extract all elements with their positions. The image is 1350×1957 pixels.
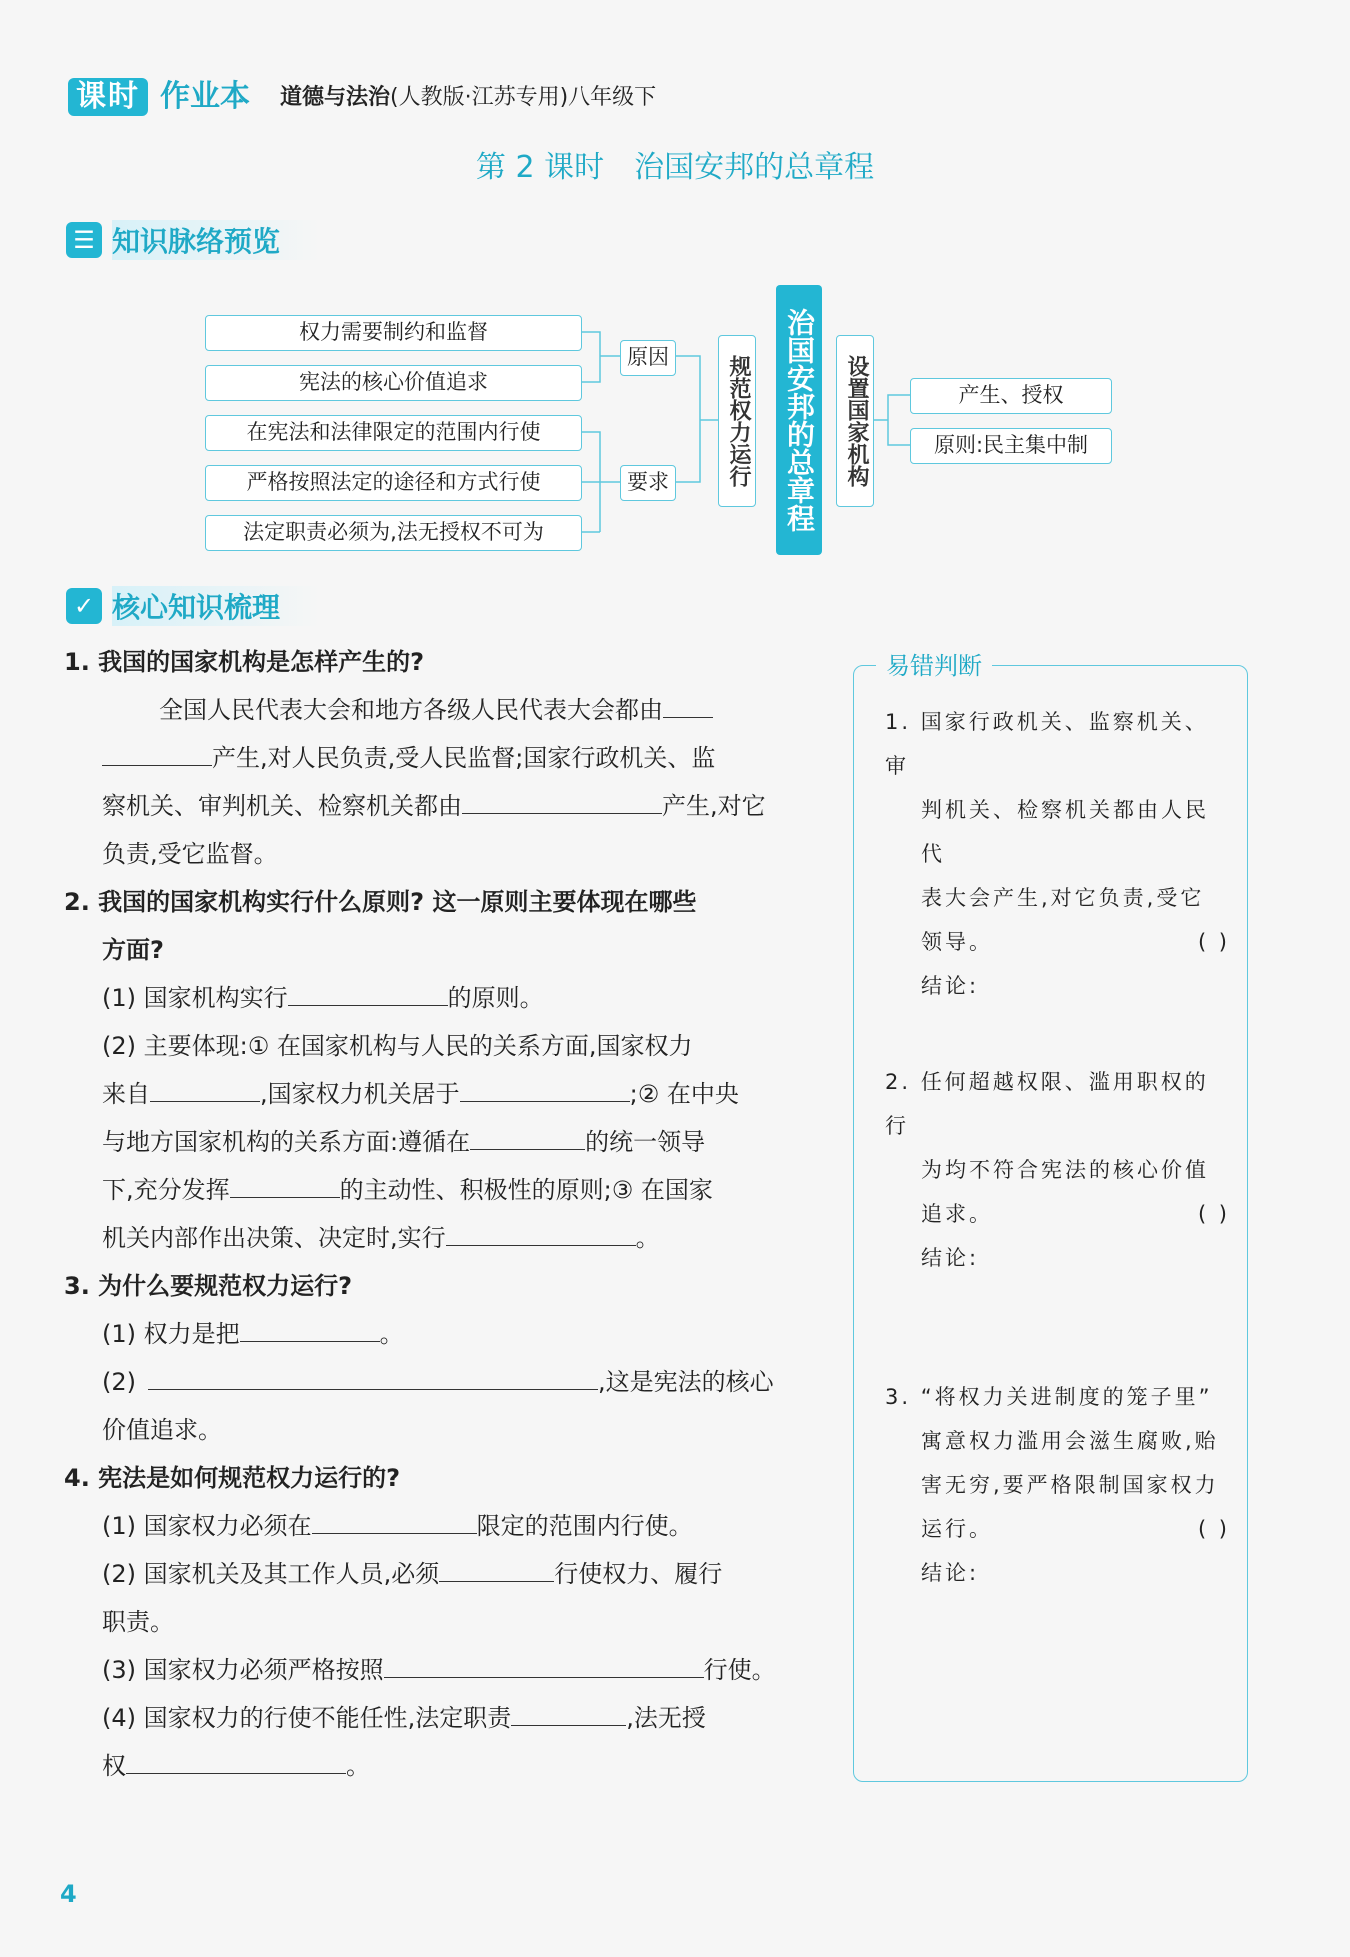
answer-paren[interactable]: ( ) — [1197, 1517, 1230, 1541]
book-icon: ☰ — [66, 222, 102, 258]
mindmap-right-item-2: 原则:民主集中制 — [910, 428, 1112, 464]
question-2-title-cont: 方面? — [102, 936, 164, 964]
mindmap-right-item-1: 产生、授权 — [910, 378, 1112, 414]
answer-blank[interactable] — [446, 1221, 636, 1246]
item-text: 为均不符合宪法的核心价值 — [921, 1158, 1209, 1182]
mindmap-right-branch: 设置国家机构 — [836, 335, 874, 507]
q4-text: (2) 国家机关及其工作人员,必须 — [102, 1560, 440, 1588]
conclusion-label: 结论: — [921, 974, 980, 998]
q3-text: 。 — [379, 1320, 404, 1348]
item-last-line — [885, 1192, 1230, 1236]
q2-text: 。 — [635, 1224, 660, 1252]
q1-text: 产生,对人民负责,受人民监督;国家行政机关、监 — [212, 744, 716, 772]
q2-text: 与地方国家机构的关系方面:遵循在 — [102, 1128, 471, 1156]
answer-paren[interactable]: ( ) — [1197, 930, 1230, 954]
questions-column — [64, 638, 824, 1790]
lesson-title: 第 2 课时 治国安邦的总章程 — [475, 150, 875, 185]
answer-blank[interactable] — [384, 1653, 704, 1678]
section-title: 核心知识梳理 — [112, 586, 320, 626]
item-text: 1. 国家行政机关、监察机关、审 — [885, 710, 1209, 778]
page-number: 4 — [60, 1880, 77, 1908]
q4-line — [64, 1550, 824, 1598]
mindmap-reason-label: 原因 — [620, 340, 676, 376]
section-title: 知识脉络预览 — [112, 220, 320, 260]
item-text: 害无穷,要严格限制国家权力 — [921, 1473, 1219, 1497]
answer-blank[interactable] — [470, 1125, 585, 1150]
q1-text: 全国人民代表大会和地方各级人民代表大会都由 — [159, 696, 663, 724]
item-last-line — [885, 1507, 1230, 1551]
answer-blank[interactable] — [312, 1509, 477, 1534]
mindmap-reason-2: 宪法的核心价值追求 — [205, 365, 582, 401]
panel-title: 易错判断 — [876, 646, 992, 681]
q1-text: 产生,对它 — [662, 792, 766, 820]
q2-text: ;② 在中央 — [629, 1080, 739, 1108]
answer-blank[interactable] — [230, 1173, 340, 1198]
section-core-knowledge — [66, 586, 320, 626]
answer-blank[interactable] — [102, 741, 212, 766]
q2-line — [64, 1118, 824, 1166]
answer-blank[interactable] — [663, 693, 713, 718]
q2-line — [64, 1166, 824, 1214]
answer-blank[interactable] — [511, 1701, 626, 1726]
q2-text: 的主动性、积极性的原则;③ 在国家 — [339, 1176, 713, 1204]
checkbox-icon: ✓ — [66, 588, 102, 624]
q4-text: 行使权力、履行 — [554, 1560, 723, 1588]
conclusion-label: 结论: — [921, 1246, 980, 1270]
subject-edition: (人教版·江苏专用)八年级下 — [390, 85, 657, 110]
q4-text: 限定的范围内行使。 — [476, 1512, 693, 1540]
q4-line — [64, 1646, 824, 1694]
q3-text: ,这是宪法的核心 — [598, 1368, 774, 1396]
item-text: 运行。 — [921, 1517, 993, 1541]
mindmap-requirement-3: 法定职责必须为,法无授权不可为 — [205, 515, 582, 551]
q2-line: (2) 主要体现:① 在国家机构与人民的关系方面,国家权力 — [102, 1032, 693, 1060]
q4-text: (1) 国家权力必须在 — [102, 1512, 312, 1540]
q4-text: 。 — [346, 1752, 370, 1780]
q2-line — [64, 1070, 824, 1118]
q3-line — [64, 1358, 824, 1406]
judgment-item-3 — [885, 1375, 1230, 1595]
q2-line — [64, 1214, 824, 1262]
item-text: 判机关、检察机关都由人民代 — [921, 798, 1209, 866]
q1-line — [64, 782, 824, 830]
item-text: 3. “将权力关进制度的笼子里” — [885, 1385, 1213, 1409]
mindmap-requirement-label: 要求 — [620, 465, 676, 501]
judgment-item-1 — [885, 700, 1230, 1008]
mindmap-reason-1: 权力需要制约和监督 — [205, 315, 582, 351]
q1-line: 负责,受它监督。 — [102, 840, 278, 868]
q2-text: 来自 — [102, 1080, 150, 1108]
q4-line — [64, 1502, 824, 1550]
q3-line — [64, 1310, 824, 1358]
q2-text: 机关内部作出决策、决定时,实行 — [102, 1224, 446, 1252]
answer-blank[interactable] — [462, 789, 662, 814]
q4-line — [64, 1742, 824, 1790]
q1-line — [64, 734, 824, 782]
mindmap-requirement-1: 在宪法和法律限定的范围内行使 — [205, 415, 582, 451]
answer-paren[interactable]: ( ) — [1197, 1202, 1230, 1226]
mindmap-connectors — [0, 0, 1350, 600]
q3-line: 价值追求。 — [102, 1416, 222, 1444]
q4-text: ,法无授 — [626, 1704, 706, 1732]
mindmap-requirement-2: 严格按照法定的途径和方式行使 — [205, 465, 582, 501]
q3-text: (2) — [102, 1368, 136, 1396]
answer-blank[interactable] — [460, 1077, 630, 1102]
item-text: 领导。 — [921, 930, 993, 954]
question-1-title: 1. 我国的国家机构是怎样产生的? — [64, 648, 425, 676]
q2-text: 的统一领导 — [585, 1128, 706, 1156]
q1-text: 察机关、审判机关、检察机关都由 — [102, 792, 462, 820]
q1-line — [64, 686, 824, 734]
item-text: 表大会产生,对它负责,受它 — [921, 886, 1205, 910]
question-3-title: 3. 为什么要规范权力运行? — [64, 1272, 353, 1300]
q2-line — [64, 974, 824, 1022]
subject-name: 道德与法治 — [280, 85, 391, 110]
question-4-title: 4. 宪法是如何规范权力运行的? — [64, 1464, 401, 1492]
judgment-item-2 — [885, 1060, 1230, 1280]
mindmap-center: 治国安邦的总章程 — [776, 285, 822, 555]
q4-line: 职责。 — [102, 1608, 174, 1636]
q2-text: 的原则。 — [447, 984, 544, 1012]
answer-blank[interactable] — [150, 1077, 260, 1102]
q4-text: (4) 国家权力的行使不能任性,法定职责 — [102, 1704, 512, 1732]
q2-text: (1) 国家机构实行 — [102, 984, 288, 1012]
answer-blank[interactable] — [439, 1557, 554, 1582]
q4-text: 权 — [102, 1752, 126, 1780]
item-last-line — [885, 920, 1230, 964]
brand-logo: 课时 — [68, 78, 148, 116]
q3-text: (1) 权力是把 — [102, 1320, 240, 1348]
item-text: 追求。 — [921, 1202, 993, 1226]
q2-text: ,国家权力机关居于 — [260, 1080, 460, 1108]
q4-line — [64, 1694, 824, 1742]
conclusion-label: 结论: — [921, 1561, 980, 1585]
answer-blank[interactable] — [148, 1365, 598, 1390]
q2-text: 下,充分发挥 — [102, 1176, 230, 1204]
item-text: 2. 任何超越权限、滥用职权的行 — [885, 1070, 1209, 1138]
item-text: 寓意权力滥用会滋生腐败,贻 — [921, 1429, 1219, 1453]
brand-name: 作业本 — [160, 79, 250, 114]
q4-text: 行使。 — [703, 1656, 776, 1684]
answer-blank[interactable] — [240, 1317, 380, 1342]
q4-text: (3) 国家权力必须严格按照 — [102, 1656, 384, 1684]
mindmap-left-branch: 规范权力运行 — [718, 335, 756, 507]
answer-blank[interactable] — [126, 1749, 346, 1774]
question-2-title: 2. 我国的国家机构实行什么原则? 这一原则主要体现在哪些 — [64, 888, 697, 916]
answer-blank[interactable] — [288, 981, 448, 1006]
